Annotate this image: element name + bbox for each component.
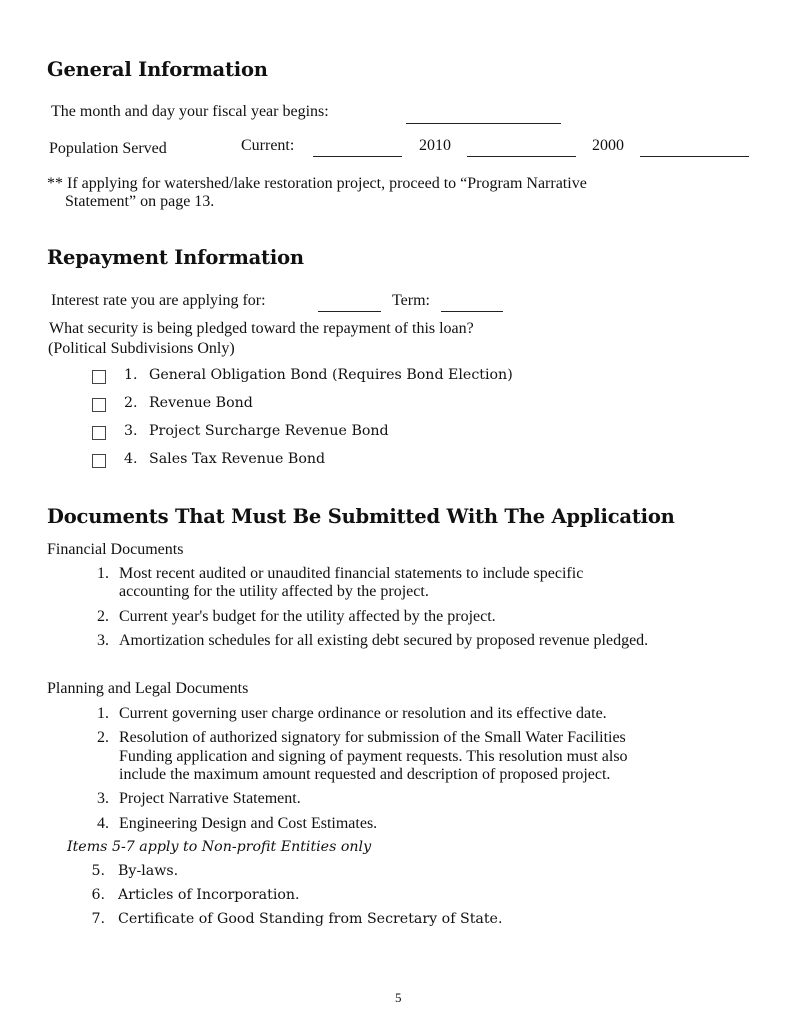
option-3-checkbox[interactable] [92,426,106,440]
nonprofit-item-7-label: Certificate of Good Standing from Secretary of State. [118,911,503,927]
financial-item-3-line1: Amortization schedules for all existing debt secured by proposed revenue pledged. [119,632,649,649]
planning-item-2-line1: Resolution of authorized signatory for submission of the Small Water Facilities [119,729,626,746]
option-4-checkbox[interactable] [92,454,106,468]
interest-rate-label: Interest rate you are applying for: [51,292,266,309]
documents-heading: Documents That Must Be Submitted With The Application [47,505,675,528]
population-2000-label: 2000 [592,137,624,154]
financial-documents-title: Financial Documents [47,541,184,558]
current-population-label: Current: [241,137,295,154]
financial-item-3-number: 3. [97,632,109,649]
financial-item-1-line1: Most recent audited or unaudited financial statements to include specific [119,565,584,582]
planning-item-2-number: 2. [97,729,109,746]
option-4-label: Sales Tax Revenue Bond [149,451,326,467]
planning-item-2-line3: include the maximum amount requested and description of proposed project. [119,766,611,783]
watershed-note-line2: Statement” on page 13. [65,193,215,210]
nonprofit-item-6-number: 6. [91,887,105,903]
financial-item-1-number: 1. [97,565,109,582]
financial-item-2-line1: Current year's budget for the utility affected by the project. [119,608,496,625]
population-2000-field[interactable] [640,156,749,157]
population-served-label: Population Served [49,140,167,157]
option-1-number: 1. [124,367,138,383]
planning-item-3-line1: Project Narrative Statement. [119,790,301,807]
option-1-label: General Obligation Bond (Requires Bond Election) [149,367,513,383]
option-3-label: Project Surcharge Revenue Bond [149,423,389,439]
nonprofit-item-7-number: 7. [91,911,105,927]
repayment-information-heading: Repayment Information [47,246,304,269]
option-4-number: 4. [124,451,138,467]
term-field[interactable] [441,311,503,312]
planning-item-2-line2: Funding application and signing of payment requests. This resolution must also [119,748,628,765]
population-2010-field[interactable] [467,156,576,157]
fiscal-year-field[interactable] [406,123,561,124]
financial-item-2-number: 2. [97,608,109,625]
term-label: Term: [392,292,430,309]
planning-item-3-number: 3. [97,790,109,807]
current-population-field[interactable] [313,156,402,157]
option-3-number: 3. [124,423,138,439]
option-2-checkbox[interactable] [92,398,106,412]
nonprofit-item-5-number: 5. [91,863,105,879]
page-number: 5 [395,990,402,1005]
planning-item-4-number: 4. [97,815,109,832]
nonprofit-note: Items 5-7 apply to Non-profit Entities only [67,839,372,855]
planning-item-1-number: 1. [97,705,109,722]
population-2010-label: 2010 [419,137,451,154]
nonprofit-item-5-label: By-laws. [118,863,179,879]
option-1-checkbox[interactable] [92,370,106,384]
interest-rate-field[interactable] [318,311,381,312]
security-question: What security is being pledged toward the repayment of this loan? [49,320,474,337]
option-2-number: 2. [124,395,138,411]
watershed-note-line1: ** If applying for watershed/lake restoration project, proceed to “Program Narrative [47,175,587,192]
option-2-label: Revenue Bond [149,395,253,411]
financial-item-1-line2: accounting for the utility affected by the project. [119,583,429,600]
planning-legal-title: Planning and Legal Documents [47,680,249,697]
general-information-heading: General Information [47,58,268,81]
planning-item-1-line1: Current governing user charge ordinance or resolution and its effective date. [119,705,607,722]
nonprofit-item-6-label: Articles of Incorporation. [118,887,300,903]
planning-item-4-line1: Engineering Design and Cost Estimates. [119,815,378,832]
fiscal-year-label: The month and day your fiscal year begins: [51,103,329,120]
security-note: (Political Subdivisions Only) [48,340,235,357]
